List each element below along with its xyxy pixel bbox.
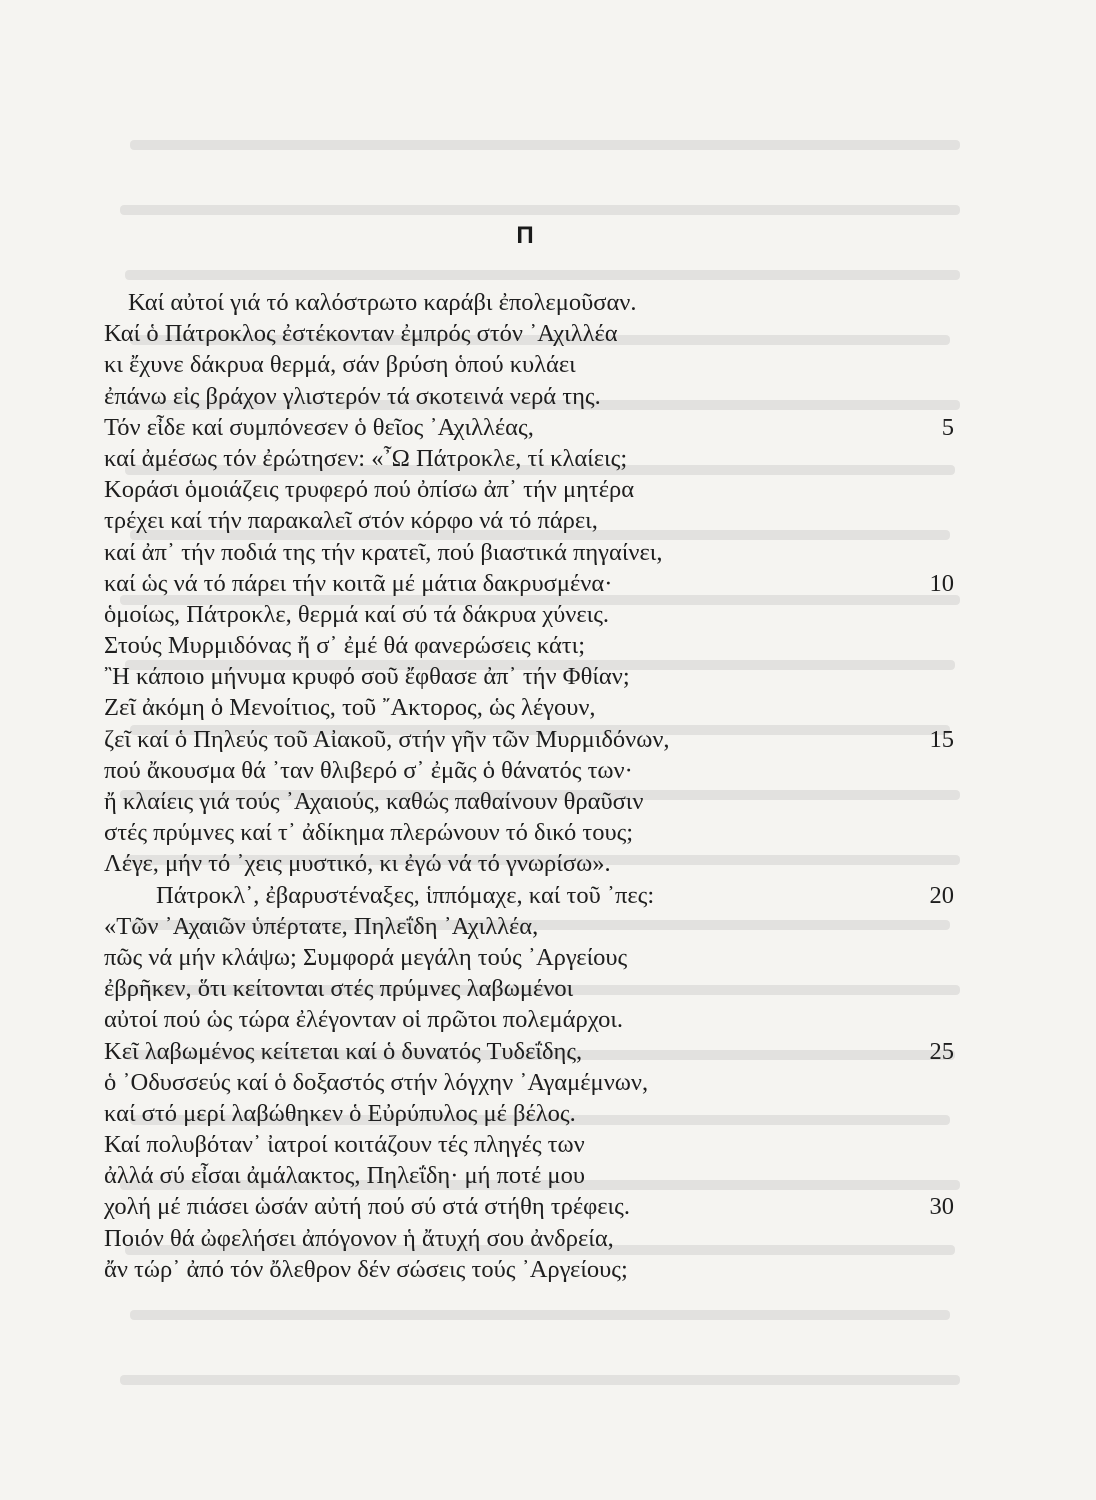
verse-line (104, 880, 964, 911)
verse-text: καί ἀπ᾿ τήν ποδιά της τήν κρατεῖ, πού βιαστικά πηγαίνει, (104, 538, 663, 566)
verse-line (104, 661, 964, 692)
verse-line (104, 443, 964, 474)
verse-text: ζεῖ καί ὁ Πηλεύς τοῦ Αἰακοῦ, στήν γῆν τῶν Μυρμιδόνων, (104, 725, 670, 753)
verse-text: Καί ὁ Πάτροκλος ἐστέκονταν ἐμπρός στόν ᾿Αχιλλέα (104, 320, 618, 348)
verse-text: χολή μέ πιάσει ὡσάν αὐτή πού σύ στά στήθη τρέφεις. (104, 1193, 630, 1221)
verse-line (104, 287, 964, 318)
verse-line (104, 318, 964, 349)
verse-line (104, 381, 964, 412)
line-number: 10 (929, 569, 954, 597)
verse-line (104, 848, 964, 879)
verse-text: Καί αὐτοί γιά τό καλόστρωτο καράβι ἐπολεμοῦσαν. (128, 289, 637, 316)
verse-line (104, 1129, 964, 1160)
verse-text: πού ἄκουσμα θά ᾿ταν θλιβερό σ᾿ ἐμᾶς ὁ θάνατός των· (104, 756, 633, 784)
verse-text: ὁ ᾿Οδυσσεύς καί ὁ δοξαστός στήν λόγχην ᾿Αγαμέμνων, (104, 1068, 649, 1096)
verse-text: κι ἔχυνε δάκρυα θερμά, σάν βρύση ὁπού κυλάει (104, 351, 576, 379)
verse-line (104, 1098, 964, 1129)
verse-text: Πάτροκλ᾿, ἐβαρυστέναξες, ἱππόμαχε, καί τοῦ ᾿πες: (156, 881, 655, 909)
verse-line (104, 973, 964, 1004)
verse-line (104, 412, 964, 443)
verse-line (104, 724, 964, 755)
verse-text: Τόν εἶδε καί συμπόνεσεν ὁ θεῖος ᾿Αχιλλέας, (104, 413, 534, 441)
verse-line (104, 1004, 964, 1035)
verse-line (104, 568, 964, 599)
verse-text: Κοράσι ὁμοιάζεις τρυφερό πού ὀπίσω ἀπ᾿ τήν μητέρα (104, 476, 635, 504)
verse-text: τρέχει καί τήν παρακαλεῖ στόν κόρφο νά τό πάρει, (104, 507, 598, 535)
chapter-heading: Π (516, 222, 534, 249)
verse-text: Κεῖ λαβωμένος κείτεται καί ὁ δυνατός Τυδεΐδης, (104, 1037, 583, 1065)
line-number: 20 (929, 881, 954, 909)
verse-line (104, 1067, 964, 1098)
verse-text: στές πρύμνες καί τ᾿ ἀδίκημα πλερώνουν τό δικό τους; (104, 819, 634, 847)
verse-text: Στούς Μυρμιδόνας ἤ σ᾿ ἐμέ θά φανερώσεις κάτι; (104, 632, 586, 660)
verse-line (104, 1254, 964, 1285)
verse-text: Ζεῖ ἀκόμη ὁ Μενοίτιος, τοῦ ῎Ακτορος, ὡς λέγουν, (104, 694, 596, 722)
verse-line (104, 630, 964, 661)
verse-line (104, 755, 964, 786)
verse-line (104, 599, 964, 630)
verse-line (104, 474, 964, 505)
verse-line (104, 911, 964, 942)
verse-line (104, 349, 964, 380)
verse-text: ῍Η κάποιο μήνυμα κρυφό σοῦ ἔφθασε ἀπ᾿ τήν Φθίαν; (104, 663, 630, 691)
verse-text: Καί πολυβόταν᾿ ἰατροί κοιτάζουν τές πληγές των (104, 1131, 585, 1159)
verse-line (104, 1160, 964, 1191)
line-number: 15 (929, 725, 954, 753)
line-number: 5 (941, 413, 954, 441)
verse-line (104, 1223, 964, 1254)
verse-text: ἐβρῆκεν, ὅτι κείτονται στές πρύμνες λαβωμένοι (104, 975, 574, 1003)
verse-line (104, 817, 964, 848)
verse-line (104, 692, 964, 723)
verse-text: «Τῶν ᾿Αχαιῶν ὑπέρτατε, Πηλεΐδη ᾿Αχιλλέα, (104, 912, 539, 940)
verse-text: ἤ κλαίεις γιά τούς ᾿Αχαιούς, καθώς παθαίνουν θραῦσιν (104, 788, 644, 815)
verse-line (104, 1191, 964, 1222)
verse-line (104, 505, 964, 536)
verse-lines (104, 287, 964, 1285)
verse-line (104, 537, 964, 568)
verse-line (104, 786, 964, 817)
verse-text: ὁμοίως, Πάτροκλε, θερμά καί σύ τά δάκρυα χύνεις. (104, 600, 610, 628)
line-number: 30 (929, 1193, 954, 1221)
verse-line (104, 1036, 964, 1067)
verse-text: καί ὡς νά τό πάρει τήν κοιτᾶ μέ μάτια δακρυσμένα· (104, 569, 613, 597)
verse-text: καί στό μερί λαβώθηκεν ὁ Εὐρύπυλος μέ βέλος. (104, 1099, 576, 1127)
verse-text: Λέγε, μήν τό ᾿χεις μυστικό, κι ἐγώ νά τό γνωρίσω». (104, 850, 611, 878)
verse-text: καί ἀμέσως τόν ἐρώτησεν: «῏Ω Πάτροκλε, τί κλαίεις; (104, 444, 628, 472)
verse-text: Ποιόν θά ὠφελήσει ἀπόγονον ἡ ἄτυχή σου ἀνδρεία, (104, 1224, 614, 1252)
verse-text: ἐπάνω εἰς βράχον γλιστερόν τά σκοτεινά νερά της. (104, 382, 601, 410)
verse-text: ἄν τώρ᾿ ἀπό τόν ὄλεθρον δέν σώσεις τούς ᾿Αργείους; (104, 1255, 628, 1283)
verse-text: αὐτοί πού ὡς τώρα ἐλέγονταν οἱ πρῶτοι πολεμάρχοι. (104, 1006, 624, 1034)
verse-text: πῶς νά μήν κλάψω; Συμφορά μεγάλη τούς ᾿Αργείους (104, 943, 628, 971)
verse-text: ἀλλά σύ εἶσαι ἀμάλακτος, Πηλεΐδη· μή ποτέ μου (104, 1162, 585, 1190)
verse-line (104, 942, 964, 973)
line-number: 25 (929, 1037, 954, 1065)
